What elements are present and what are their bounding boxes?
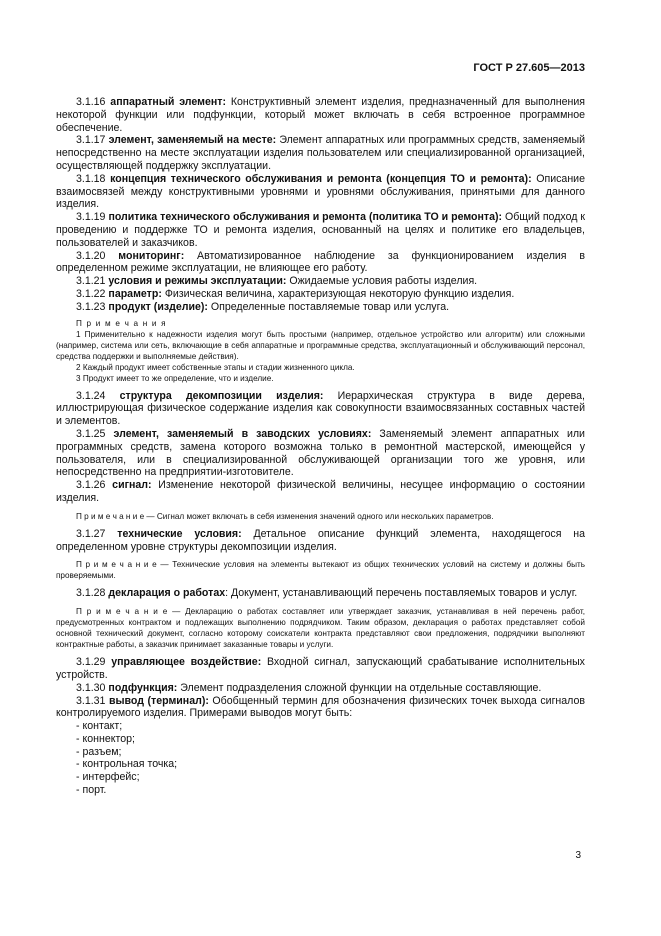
definition-term: управляющее воздействие: (111, 656, 262, 669)
definition-number: 3.1.31 (76, 694, 106, 707)
list-item: - контакт; (76, 720, 123, 733)
definition-term: условия и режимы эксплуатации: (108, 275, 287, 288)
definition-term: элемент, заменяемый в заводских условиях: (113, 427, 372, 440)
definition-paragraph (56, 250, 585, 276)
list-item: - коннектор; (76, 732, 135, 745)
definition-text: Определенные поставляемые товар или услуга. (210, 300, 450, 313)
note-item: 1 Применительно к надежности изделия могут быть простыми (например, отдельное устройство или алгоритм) или сложными (например, система или сеть, включающие в себя аппаратные и программные средства, эксплуатационный и обслуживающий персонал, средства поддержки и выполняемые действия). (56, 329, 585, 361)
definition-term: мониторинг: (118, 249, 185, 262)
definitions-block-c (56, 656, 585, 720)
list-item: - разъем; (76, 745, 122, 758)
note-declaration: П р и м е ч а н и е — Декларацию о работах составляет или утверждает заказчик, устанавливая в ней перечень работ, предусмотренных контрактом и подлежащих выполнению подрядчиком. Таким образом, декларация о работах представляет собой основной технический документ, согласно которому соискатели контракта представляют свои предложения, подрядчики выполняют контрактные работы, а заказчик принимает заказанные товары и услуги. (56, 607, 585, 650)
definition-number: 3.1.26 (76, 479, 106, 492)
definition-text: Входной сигнал, запускающий срабатывание исполнительных устройств. (56, 656, 585, 681)
definition-number: 3.1.30 (76, 681, 106, 694)
document-header: ГОСТ Р 27.605—2013 (473, 62, 585, 74)
definition-paragraph (56, 301, 585, 314)
definition-text: Физическая величина, характеризующая некоторую функцию изделия. (164, 287, 515, 300)
definition-number: 3.1.16 (76, 96, 106, 108)
definition-number: 3.1.23 (76, 300, 106, 313)
definitions-block-a (56, 96, 585, 314)
list-item: - интерфейс; (76, 771, 140, 784)
definition-text: Элемент аппаратных или программных средств, заменяемый непосредственно на месте эксплуатации изделия пользователем или специализированной организацией, осуществляющей поддержку эксплуатации. (56, 134, 585, 172)
definition-number: 3.1.17 (76, 134, 106, 147)
definition-paragraph (56, 656, 585, 682)
note-item: 2 Каждый продукт имеет собственные этапы и стадии жизненного цикла. (76, 362, 355, 372)
definition-number: 3.1.21 (76, 275, 106, 288)
note-tech: П р и м е ч а н и е — Технические условия на элементы вытекают из общих технических условий на систему и должны быть проверяемыми. (56, 560, 585, 581)
definition-number: 3.1.24 (76, 389, 106, 402)
definition-paragraph (56, 288, 585, 301)
definition-number: 3.1.20 (76, 249, 106, 262)
definition-text: Ожидаемые условия работы изделия. (289, 275, 478, 288)
definition-paragraph (56, 428, 585, 479)
definition-text: Изменение некоторой физической величины, несущее информацию о состоянии изделия. (56, 479, 585, 504)
definition-paragraph (56, 275, 585, 288)
definition-paragraph (56, 479, 585, 505)
definition-term: вывод (терминал): (109, 694, 209, 707)
definition-number: 3.1.19 (76, 211, 106, 224)
definitions-block-b (56, 390, 585, 505)
notes-heading: П р и м е ч а н и я (76, 318, 167, 328)
definition-text: Элемент подразделения сложной функции на отдельные составляющие. (180, 681, 542, 694)
definition-term: аппаратный элемент: (110, 96, 226, 108)
definition-text: Общий подход к проведению и поддержке ТО и ремонта изделия, основанный на целях и политике его владельцев, пользователей и заказчиков. (56, 211, 585, 249)
definition-paragraph (56, 390, 585, 428)
definition-paragraph (56, 211, 585, 249)
definition-paragraph (56, 96, 585, 134)
terminal-list (56, 720, 585, 797)
definition-text: Конструктивный элемент изделия, предназначенный для выполнения некоторой функции или подфункции, который может включать в себя встроенное программное обеспечение. (56, 96, 585, 134)
definition-text: Описание взаимосвязей между конструктивными уровнями и уровнями обслуживания, принятыми для данного изделия. (56, 172, 585, 211)
definition-term: концепция технического обслуживания и ремонта (концепция ТО и ремонта): (110, 172, 532, 185)
definition-number: 3.1.25 (76, 427, 106, 440)
definition-text: Заменяемый элемент аппаратных или программных средств, замена которого возможна только в ремонтной мастерской, имеющейся у пользователя, или в специализированной обслуживающей организации того же уровня, или непосредственно на предприятии-изготовителе. (56, 427, 585, 479)
definition-term: элемент, заменяемый на месте: (108, 134, 277, 147)
list-item: - контрольная точка; (76, 758, 178, 771)
definition-term: продукт (изделие): (108, 300, 208, 313)
list-item: - порт. (76, 784, 107, 797)
definition-number: 3.1.18 (76, 172, 106, 185)
definition-term: подфункция: (108, 681, 178, 694)
definition-paragraph (56, 682, 585, 695)
notes-block (56, 318, 585, 384)
page-content (56, 96, 585, 797)
definition-3-1-27: 3.1.27 технические условия: Детальное описание функций элемента, находящегося на определенном уровне структуры декомпозиции изделия. (56, 527, 585, 553)
definition-term: параметр: (108, 287, 162, 300)
definition-term: политика технического обслуживания и ремонта (политика ТО и ремонта): (108, 211, 503, 224)
definition-paragraph (56, 695, 585, 721)
definition-paragraph (56, 134, 585, 172)
definition-3-1-28: 3.1.28 декларация о работах: Документ, устанавливающий перечень поставляемых товаров и услуг. (76, 587, 578, 600)
definition-number: 3.1.29 (76, 656, 106, 669)
note-signal: П р и м е ч а н и е — Сигнал может включать в себя изменения значений одного или нескольких параметров. (76, 511, 494, 521)
definition-term: структура декомпозиции изделия: (119, 389, 324, 402)
definition-text: Автоматизированное наблюдение за функционированием изделия в определенном режиме эксплуатации, не влияющее его работу. (56, 249, 585, 275)
definition-term: сигнал: (112, 479, 152, 492)
page-number: 3 (575, 850, 581, 861)
note-item: 3 Продукт имеет то же определение, что и изделие. (76, 373, 274, 383)
definition-number: 3.1.22 (76, 287, 106, 300)
definition-text: Иерархическая структура в виде дерева, иллюстрирующая физическое содержание изделия как совокупности взаимосвязанных составных частей и элементов. (56, 389, 586, 428)
definition-text: Обобщенный термин для обозначения физических точек выхода сигналов контролируемого изделия. Примерами выводов могут быть: (56, 694, 585, 720)
definition-paragraph (56, 173, 585, 211)
